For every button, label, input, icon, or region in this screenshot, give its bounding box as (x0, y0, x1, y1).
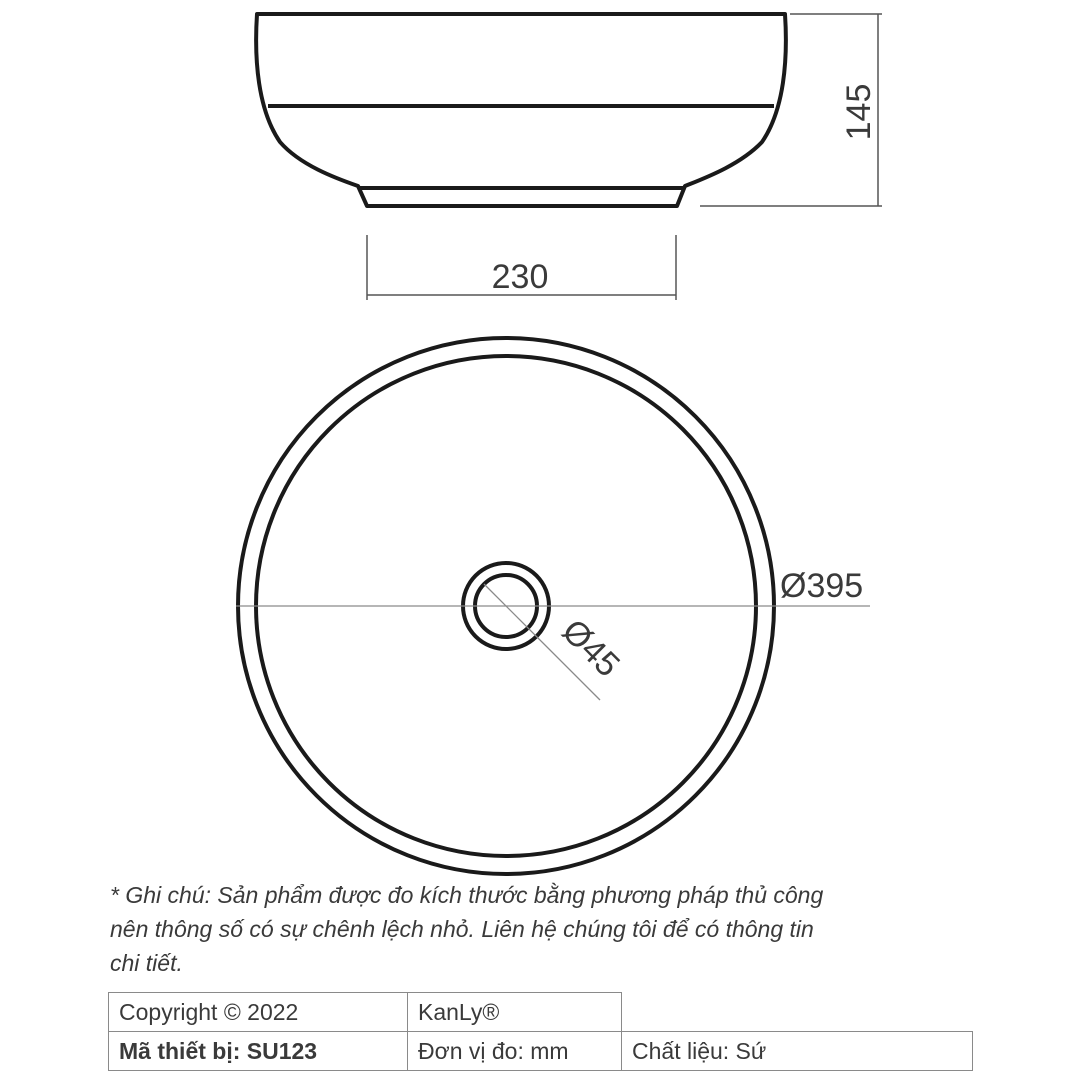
height-label: 145 (840, 83, 878, 141)
brand-cell: KanLy® (408, 993, 622, 1032)
material-cell: Chất liệu: Sứ (622, 1032, 973, 1071)
note-line-2: nên thông số có sự chênh lệch nhỏ. Liên hệ chúng tôi để có thông tin (110, 916, 814, 942)
base-width-label: 230 (491, 258, 549, 296)
note-line-1: * Ghi chú: Sản phẩm được đo kích thước bằng phương pháp thủ công (110, 882, 824, 908)
info-row-2 (109, 1032, 973, 1071)
unit-cell: Đơn vị đo: mm (408, 1032, 622, 1071)
info-row-1 (109, 993, 973, 1032)
bowl-side-profile (256, 14, 786, 206)
device-code-cell: Mã thiết bị: SU123 (109, 1032, 408, 1071)
drain-diameter-label: Ø45 (554, 612, 627, 685)
side-view (256, 14, 786, 206)
copyright-cell: Copyright © 2022 (109, 993, 408, 1032)
measurement-note (110, 878, 990, 980)
note-line-3: chi tiết. (110, 950, 183, 976)
info-table (108, 992, 973, 1071)
empty-cell (622, 993, 973, 1032)
outer-diameter-label: Ø395 (780, 567, 864, 605)
